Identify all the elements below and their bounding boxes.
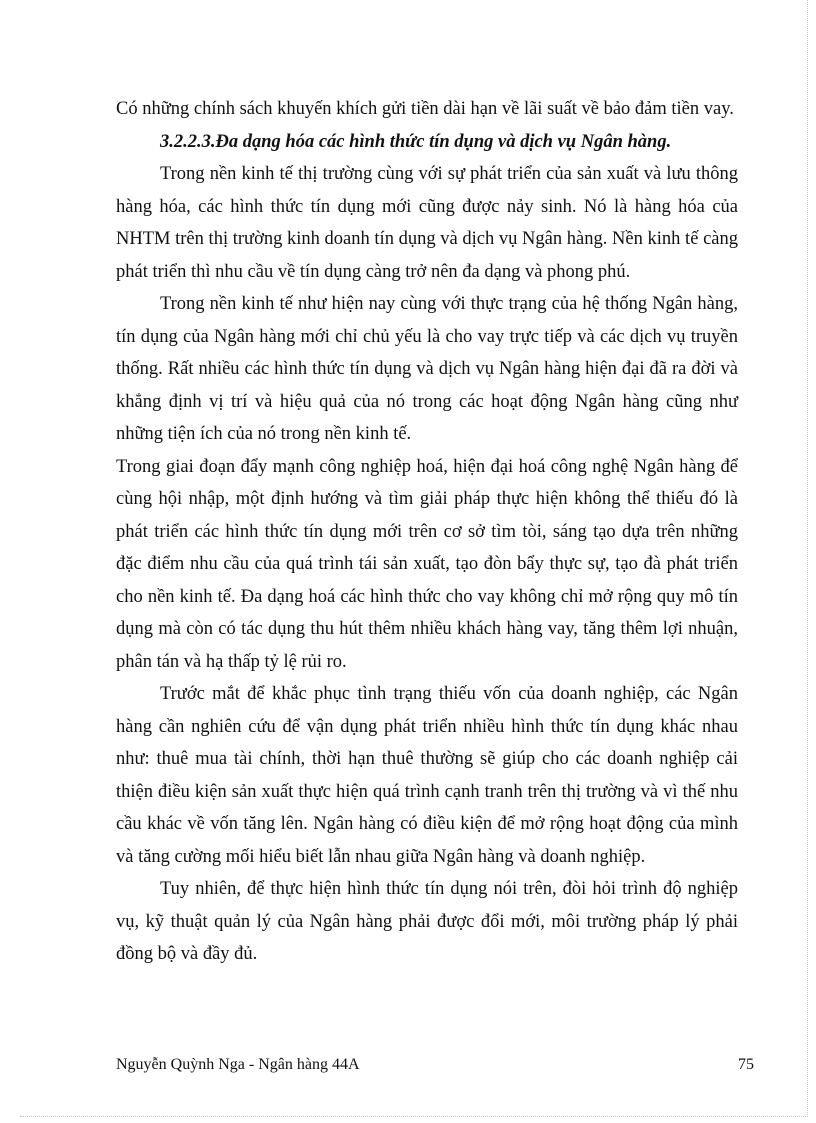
section-heading: 3.2.2.3.Đa dạng hóa các hình thức tín dụng và dịch vụ Ngân hàng. [160,131,672,152]
paragraph-market-economy: Trong nền kinh tế thị trường cùng với sự phát triển của sản xuất và lưu thông hàng hóa, các hình thức tín dụng mới cũng được nảy sinh. Nó là hàng hóa của NHTM trên thị trường kinh doanh tín dụng và dịch vụ Ngân hàng. Nền kinh tế càng phát triển thì nhu cầu về tín dụng càng trở nên đa dạng và phong phú. [116,164,738,282]
page-number: 75 [738,1056,754,1073]
paragraph-deposit-policy: Có những chính sách khuyến khích gửi tiền dài hạn về lãi suất về bảo đảm tiền vay. [116,99,734,119]
paragraph-industrialization: Trong giai đoạn đẩy mạnh công nghiệp hoá, hiện đại hoá công nghệ Ngân hàng để cùng hội nhập, một định hướng và tìm giải pháp thực hiện không thể thiếu đó là phát triển các hình thức tín dụng mới trên cơ sở tìm tòi, sáng tạo dựa trên những đặc điểm nhu cầu của quá trình tái sản xuất, tạo đòn bẩy thực sự, tạo đà phát triển cho nền kinh tế. Đa dạng hoá các hình thức cho vay không chỉ mở rộng quy mô tín dụng mà còn có tác dụng thu hút thêm nhiều khách hàng vay, tăng thêm lợi nhuận, phân tán và hạ thấp tỷ lệ rủi ro. [116,456,738,672]
paragraph-however: Tuy nhiên, để thực hiện hình thức tín dụng nói trên, đòi hỏi trình độ nghiệp vụ, kỹ thuật quản lý của Ngân hàng phải được đổi mới, môi trường pháp lý phải đồng bộ và đầy đủ. [116,879,738,964]
page-border-bottom [20,1116,808,1117]
page-footer [116,1056,754,1074]
page-border-right [807,0,808,1115]
paragraph-current-situation: Trong nền kinh tế như hiện nay cùng với thực trạng của hệ thống Ngân hàng, tín dụng của Ngân hàng mới chỉ chủ yếu là cho vay trực tiếp và các dịch vụ truyền thống. Rất nhiều các hình thức tín dụng và dịch vụ Ngân hàng hiện đại đã ra đời và khẳng định vị trí và hiệu quả của nó trong các hoạt động Ngân hàng cũng như những tiện ích của nó trong nền kinh tế. [116,294,738,444]
footer-author: Nguyễn Quỳnh Nga - Ngân hàng 44A [116,1056,360,1073]
document-body [116,93,738,971]
paragraph-immediate-measures: Trước mắt để khắc phục tình trạng thiếu vốn của doanh nghiệp, các Ngân hàng cần nghiên cứu để vận dụng phát triển nhiều hình thức tín dụng khác nhau như: thuê mua tài chính, thời hạn thuê thường sẽ giúp cho các doanh nghiệp cải thiện điều kiện sản xuất thực hiện quá trình cạnh tranh trên thị trường và vì thế nhu cầu khác về vốn tăng lên. Ngân hàng có điều kiện để mở rộng hoạt động của mình và tăng cường mối hiểu biết lẫn nhau giữa Ngân hàng và doanh nghiệp. [116,684,738,867]
